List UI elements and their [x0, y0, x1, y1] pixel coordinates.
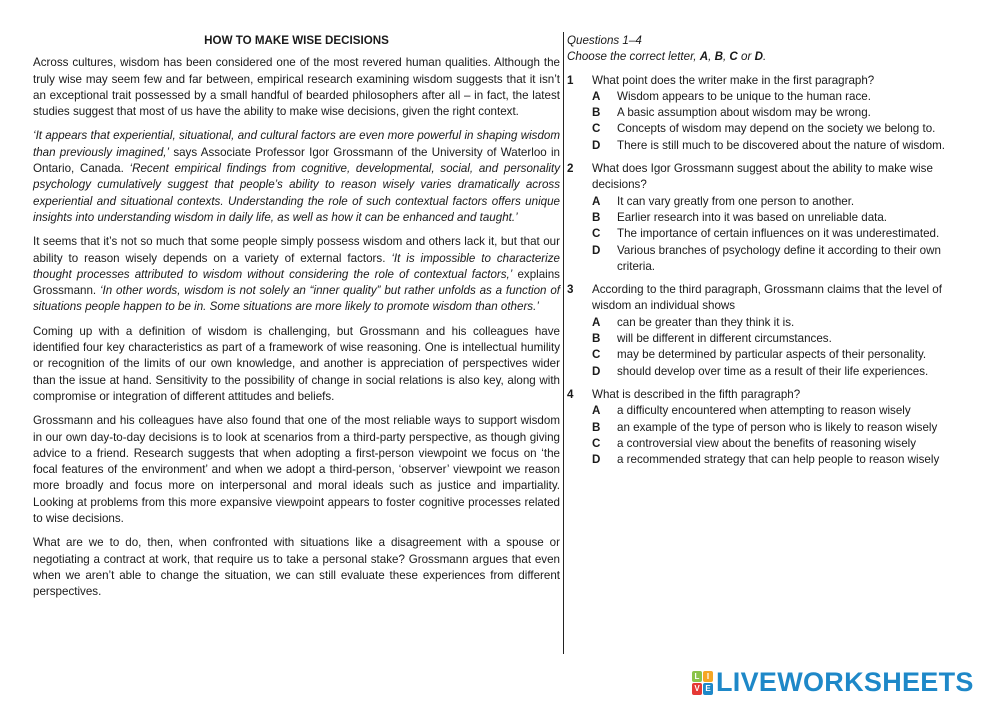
option-letter: D [592, 138, 601, 152]
option-letter: D [592, 243, 601, 257]
paragraph-4: Coming up with a definition of wisdom is challenging, but Grossmann and his colleagues have identified four key characteristics as part of a framework of wise reasoning. One is intellectual humility or recognition of the limits of our own knowledge, and another is appreciation of perspectives wider than the issue at hand. Sensitivity to the possibility of change in social relations is also key, along with compromise or integration of different attitudes and beliefs. [33, 324, 560, 403]
logo-mark-v: V [692, 683, 702, 695]
option-text: The importance of certain influences on it was underestimated. [617, 227, 940, 241]
paragraph-5: Grossmann and his colleagues have also found that one of the most reliable ways to support wisdom in our own day-to-day decisions is to look at scenarios from a third-party perspective, as though giving advice to a friend. Research suggests that when adopting a first-person viewpoint we focus on ‘the focal features of the environment’ and when we adopt a third-person, ‘observer’ viewpoint we reason more broadly and focus more on interpersonal and moral ideals such as justice and impartiality. Looking at problems from this more expansive viewpoint appears to foster cognitive processes related to wise decisions. [33, 414, 560, 526]
question-2 [567, 161, 967, 275]
question-text: What does Igor Grossmann suggest about the ability to make wise decisions? [592, 162, 933, 192]
logo-text: LIVEWORKSHEETS [716, 667, 974, 697]
option-letter: B [592, 332, 601, 346]
question-number: 3 [567, 283, 574, 297]
option-2c[interactable] [592, 226, 967, 242]
option-letter: C [592, 348, 601, 362]
question-text: According to the third paragraph, Grossmann claims that the level of wisdom an individual shows [592, 283, 942, 313]
paragraph-2 [33, 128, 560, 226]
option-text: A basic assumption about wisdom may be wrong. [617, 106, 871, 120]
questions-panel [567, 33, 967, 468]
option-1b[interactable] [592, 105, 967, 121]
question-text: What is described in the fifth paragraph? [592, 387, 801, 401]
option-1a[interactable] [592, 89, 967, 105]
questions-heading: Questions 1–4 [567, 34, 642, 47]
paragraph-1: Across cultures, wisdom has been considered one of the most revered human qualities. Although the truly wise may seem few and far between, empirical research examining wisdom suggests that it isn’t an exceptional trait possessed by a small handful of bearded philosophers after all – in fact, the latest studies suggest that most of us have the ability to make wise decisions, given the right context. [33, 56, 560, 119]
logo-mark-icon [692, 671, 713, 695]
option-text: It can vary greatly from one person to another. [617, 194, 855, 208]
paragraph-3 [33, 234, 560, 315]
option-letter: A [592, 315, 601, 329]
attribution-1: says Associate Professor Igor Grossmann of the University of Waterloo in Ontario, Canada. [33, 145, 560, 176]
option-4a[interactable] [592, 403, 967, 419]
article-title: HOW TO MAKE WISE DECISIONS [204, 34, 389, 47]
quote-3: ‘It is impossible to characterize thought processes attributed to wisdom without considering the role of contextual factors,’ [33, 251, 560, 281]
letter-b: B [714, 50, 723, 64]
option-text: Earlier research into it was based on unreliable data. [617, 210, 888, 224]
option-text: Various branches of psychology define it according to their own criteria. [617, 243, 941, 273]
question-1 [567, 73, 967, 154]
option-3d[interactable] [592, 364, 967, 380]
option-text: will be different in different circumstances. [617, 332, 832, 346]
instruction-text: Choose the correct letter, [567, 50, 700, 64]
question-number: 2 [567, 162, 574, 176]
sep: or [737, 50, 755, 64]
option-text: an example of the type of person who is likely to reason wisely [617, 420, 938, 434]
option-3b[interactable] [592, 331, 967, 347]
column-divider [563, 32, 564, 654]
option-letter: C [592, 122, 601, 136]
sep: , [722, 50, 730, 64]
letter-d: D [754, 50, 763, 64]
option-letter: C [592, 436, 601, 450]
option-3a[interactable] [592, 315, 967, 331]
logo-mark-e: E [703, 683, 713, 695]
paragraph-6: What are we to do, then, when confronted with situations like a disagreement with a spouse or negotiating a contract at work, that require us to take a personal stake? Grossmann argues that even when we aren’t able to change the situation, we can still evaluate these experiences from different perspectives. [33, 536, 560, 599]
question-number: 4 [567, 387, 574, 401]
option-letter: A [592, 404, 601, 418]
option-2d[interactable] [592, 243, 967, 276]
question-text: What point does the writer make in the first paragraph? [592, 73, 875, 87]
question-number: 1 [567, 73, 574, 87]
option-3c[interactable] [592, 347, 967, 363]
quote-1: ‘It appears that experiential, situational, and cultural factors are even more powerful in shaping wisdom than previously imagined,’ [33, 129, 560, 159]
option-text: a controversial view about the benefits of reasoning wisely [617, 436, 917, 450]
option-2b[interactable] [592, 210, 967, 226]
questions-instruction [567, 49, 967, 65]
option-letter: B [592, 420, 601, 434]
option-letter: B [592, 106, 601, 120]
logo-mark-i: I [703, 671, 713, 683]
attribution-2: explains Grossmann. [33, 267, 560, 298]
option-text: There is still much to be discovered about the nature of wisdom. [617, 138, 946, 152]
option-letter: A [592, 194, 601, 208]
option-text: Concepts of wisdom may depend on the society we belong to. [617, 122, 936, 136]
option-text: can be greater than they think it is. [617, 315, 795, 329]
sep: . [762, 50, 767, 64]
option-4c[interactable] [592, 436, 967, 452]
article [33, 33, 560, 609]
option-text: should develop over time as a result of their life experiences. [617, 364, 929, 378]
option-letter: C [592, 227, 601, 241]
option-text: may be determined by particular aspects of their personality. [617, 348, 927, 362]
quote-4: ‘In other words, wisdom is not solely an “inner quality” but rather unfolds as a function of situations people happen to be in. Some situations are more likely to promote wisdom than others.’ [33, 284, 560, 314]
option-text: a recommended strategy that can help people to reason wisely [617, 453, 940, 467]
letter-a: A [699, 50, 709, 64]
option-letter: D [592, 453, 601, 467]
option-letter: D [592, 364, 601, 378]
question-3 [567, 282, 967, 380]
option-text: a difficulty encountered when attempting to reason wisely [617, 404, 911, 418]
option-1c[interactable] [592, 121, 967, 137]
option-1d[interactable] [592, 138, 967, 154]
option-letter: A [592, 89, 601, 103]
question-4 [567, 387, 967, 468]
p3-text-1: It seems that it’s not so much that some people simply possess wisdom and others lack it, but that our ability to reason wisely depends on a variety of external factors. [33, 235, 560, 265]
option-4b[interactable] [592, 420, 967, 436]
letter-c: C [729, 50, 738, 64]
quote-2: ‘Recent empirical findings from cognitive, developmental, social, and personality psychology cumulatively suggest that people’s ability to reason wisely varies dramatically across experiential and situational contexts. Understanding the role of such contextual factors offers unique insights into understanding wisdom in daily life, as well as how it can be enhanced and taught.’ [33, 162, 560, 224]
option-4d[interactable] [592, 452, 967, 468]
option-text: Wisdom appears to be unique to the human race. [617, 89, 871, 103]
liveworksheets-logo [692, 667, 974, 698]
sep: , [708, 50, 715, 64]
option-2a[interactable] [592, 194, 967, 210]
logo-mark-l: L [692, 671, 702, 683]
option-letter: B [592, 210, 601, 224]
